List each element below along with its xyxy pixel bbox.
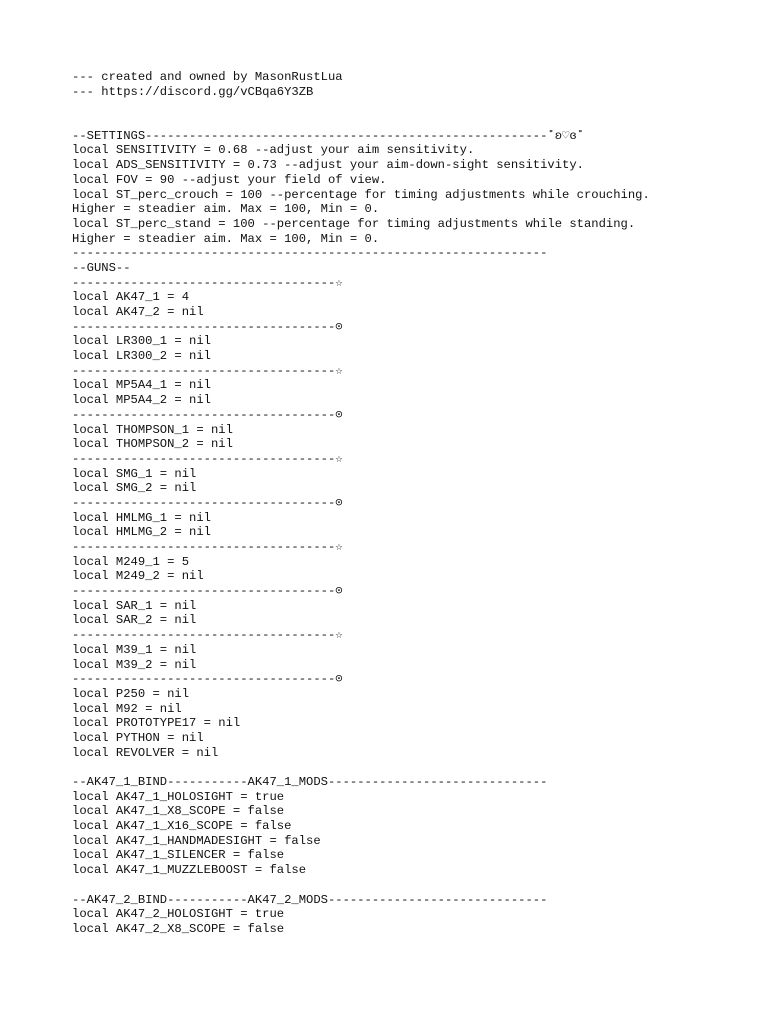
code-line: local HMLMG_1 = nil bbox=[72, 510, 211, 525]
code-line: Higher = steadier aim. Max = 100, Min = 0. bbox=[72, 231, 380, 246]
code-line: ------------------------------------⊙ bbox=[72, 319, 343, 334]
code-line: local AK47_1_X8_SCOPE = false bbox=[72, 804, 285, 819]
code-line: ------------------------------------☆ bbox=[72, 540, 343, 554]
code-line: local ST_perc_crouch = 100 --percentage for timing adjustments while crouching. bbox=[72, 187, 650, 202]
code-line: local AK47_1_SILENCER = false bbox=[72, 848, 285, 863]
code-line: local ST_perc_stand = 100 --percentage for timing adjustments while standing. bbox=[72, 216, 636, 231]
code-line: ------------------------------------☆ bbox=[72, 363, 343, 378]
code-line: --- https://discord.gg/vCBqa6Y3ZB bbox=[72, 84, 314, 99]
code-line: local THOMPSON_1 = nil bbox=[72, 422, 233, 437]
code-line: local REVOLVER = nil bbox=[72, 745, 219, 760]
code-line: local FOV = 90 --adjust your field of view. bbox=[72, 172, 387, 187]
code-line: local M92 = nil bbox=[72, 701, 182, 716]
code-line: local AK47_1_HOLOSIGHT = true bbox=[72, 789, 285, 804]
code-line: --AK47_1_BIND-----------AK47_1_MODS------------------------------ bbox=[72, 775, 548, 789]
code-line: --GUNS-- bbox=[72, 260, 131, 275]
code-block bbox=[72, 70, 752, 937]
code-line: --- created and owned by MasonRustLua bbox=[72, 70, 343, 84]
code-line: ------------------------------------☆ bbox=[72, 275, 343, 290]
code-line: local SMG_1 = nil bbox=[72, 466, 197, 481]
code-line: local M39_2 = nil bbox=[72, 657, 197, 672]
code-line: local PYTHON = nil bbox=[72, 730, 204, 745]
code-line: local MP5A4_2 = nil bbox=[72, 393, 211, 408]
code-line: local SAR_1 = nil bbox=[72, 598, 197, 613]
code-line: local SENSITIVITY = 0.68 --adjust your aim sensitivity. bbox=[72, 143, 475, 158]
code-line bbox=[72, 878, 752, 893]
code-line: local ADS_SENSITIVITY = 0.73 --adjust your aim-down-sight sensitivity. bbox=[72, 158, 584, 173]
code-line: --AK47_2_BIND-----------AK47_2_MODS------------------------------ bbox=[72, 892, 548, 907]
code-line: ----------------------------------------------------------------- bbox=[72, 246, 548, 261]
code-line: local LR300_1 = nil bbox=[72, 334, 211, 349]
code-line: local M249_2 = nil bbox=[72, 569, 204, 584]
code-line: local AK47_1_MUZZLEBOOST = false bbox=[72, 863, 307, 878]
code-line: local HMLMG_2 = nil bbox=[72, 525, 211, 540]
code-line: ------------------------------------⊙ bbox=[72, 407, 343, 422]
code-line: local PROTOTYPE17 = nil bbox=[72, 716, 241, 731]
code-line: ------------------------------------☆ bbox=[72, 628, 343, 643]
code-line: --SETTINGS-------------------------------------------------------˚ʚ♡ɞ˚ bbox=[72, 128, 584, 143]
code-line: local THOMPSON_2 = nil bbox=[72, 437, 233, 452]
code-line: ------------------------------------⊙ bbox=[72, 495, 343, 510]
code-line: local AK47_2_X8_SCOPE = false bbox=[72, 921, 285, 936]
code-line: local AK47_1 = 4 bbox=[72, 290, 190, 305]
code-line bbox=[72, 114, 752, 129]
code-line: local SAR_2 = nil bbox=[72, 613, 197, 628]
code-line: local AK47_2_HOLOSIGHT = true bbox=[72, 907, 285, 922]
code-line: ------------------------------------⊙ bbox=[72, 672, 343, 687]
code-line: local AK47_1_X16_SCOPE = false bbox=[72, 819, 292, 834]
code-line: local M39_1 = nil bbox=[72, 642, 197, 657]
code-line: local M249_1 = 5 bbox=[72, 554, 190, 569]
code-line: Higher = steadier aim. Max = 100, Min = 0. bbox=[72, 202, 380, 217]
code-line bbox=[72, 760, 752, 775]
code-line: ------------------------------------☆ bbox=[72, 451, 343, 466]
code-line: local SMG_2 = nil bbox=[72, 481, 197, 496]
code-line: local AK47_2 = nil bbox=[72, 305, 204, 319]
code-line: local MP5A4_1 = nil bbox=[72, 378, 211, 393]
code-line: local AK47_1_HANDMADESIGHT = false bbox=[72, 833, 321, 848]
code-line bbox=[72, 99, 752, 114]
code-line: local LR300_2 = nil bbox=[72, 349, 211, 364]
code-line: ------------------------------------⊙ bbox=[72, 584, 343, 599]
code-line: local P250 = nil bbox=[72, 686, 190, 701]
